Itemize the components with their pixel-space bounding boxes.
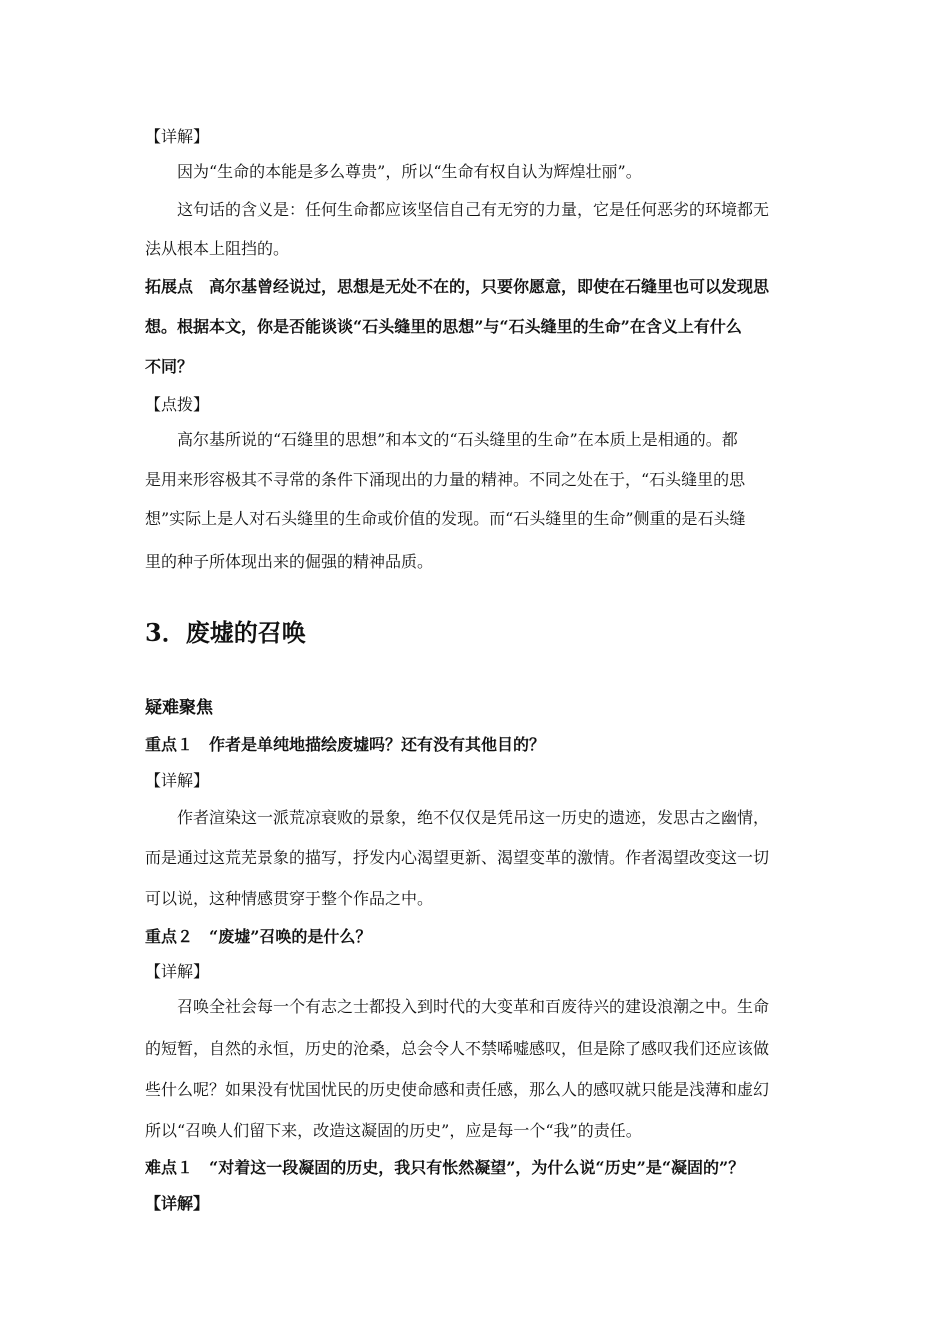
difficulty-1-question: 难点１ “对着这一段凝固的历史，我只有怅然凝望”，为什么说“历史”是“凝固的”？	[145, 1158, 745, 1177]
detail-label: 【详解】	[145, 127, 210, 146]
key-point-2-paragraph-line: 的短暂，自然的永恒，历史的沧桑，总会令人不禁唏嘘感叹，但是除了感叹我们还应该做	[145, 1039, 770, 1058]
key-point-2-paragraph-line: 些什么呢？如果没有忧国忧民的历史使命感和责任感，那么人的感叹就只能是浅薄和虚幻	[145, 1080, 770, 1099]
key-point-1-question: 重点１ 作者是单纯地描绘废墟吗？还有没有其他目的？	[145, 735, 546, 754]
hint-paragraph-line: 想”实际上是人对石头缝里的生命或价值的发现。而“石头缝里的生命”侧重的是石头缝	[145, 509, 746, 528]
detail-paragraph-line: 因为“生命的本能是多么尊贵”，所以“生命有权自认为辉煌壮丽”。	[177, 162, 642, 181]
detail-paragraph-line: 法从根本上阻挡的。	[145, 239, 290, 258]
key-point-1-paragraph-line: 作者渲染这一派荒凉衰败的景象，绝不仅仅是凭吊这一历史的遗迹，发思古之幽情，	[177, 808, 770, 827]
detail-paragraph-line: 这句话的含义是：任何生命都应该坚信自己有无穷的力量，它是任何恶劣的环境都无	[177, 200, 770, 219]
extension-point-line: 拓展点 高尔基曾经说过，思想是无处不在的，只要你愿意，即使在石缝里也可以发现思	[145, 277, 770, 296]
hint-label: 【点拨】	[145, 395, 210, 414]
key-point-2-detail-label: 【详解】	[145, 962, 210, 981]
key-point-1-detail-label: 【详解】	[145, 771, 210, 790]
extension-point-line: 不同？	[145, 357, 194, 376]
hint-paragraph-line: 高尔基所说的“石缝里的思想”和本文的“石头缝里的生命”在本质上是相通的。都	[177, 430, 738, 449]
key-point-1-paragraph-line: 可以说，这种情感贯穿于整个作品之中。	[145, 889, 434, 908]
key-point-2-question: 重点２ “废墟”召唤的是什么？	[145, 927, 372, 946]
extension-point-line: 想。根据本文，你是否能谈谈“石头缝里的思想”与“石头缝里的生命”在含义上有什么	[145, 317, 742, 336]
key-point-2-paragraph-line: 召唤全社会每一个有志之士都投入到时代的大变革和百废待兴的建设浪潮之中。生命	[177, 997, 770, 1016]
key-point-2-paragraph-line: 所以“召唤人们留下来，改造这凝固的历史”，应是每一个“我”的责任。	[145, 1121, 642, 1140]
hint-paragraph-line: 里的种子所体现出来的倔强的精神品质。	[145, 552, 434, 571]
focus-title: 疑难聚焦	[145, 698, 213, 718]
difficulty-1-detail-label: 【详解】	[145, 1194, 210, 1213]
key-point-1-paragraph-line: 而是通过这荒芜景象的描写，抒发内心渴望更新、渴望变革的激情。作者渴望改变这一切	[145, 848, 770, 867]
hint-paragraph-line: 是用来形容极其不寻常的条件下涌现出的力量的精神。不同之处在于，“石头缝里的思	[145, 470, 746, 489]
chapter-title: 3．废墟的召唤	[145, 618, 306, 647]
